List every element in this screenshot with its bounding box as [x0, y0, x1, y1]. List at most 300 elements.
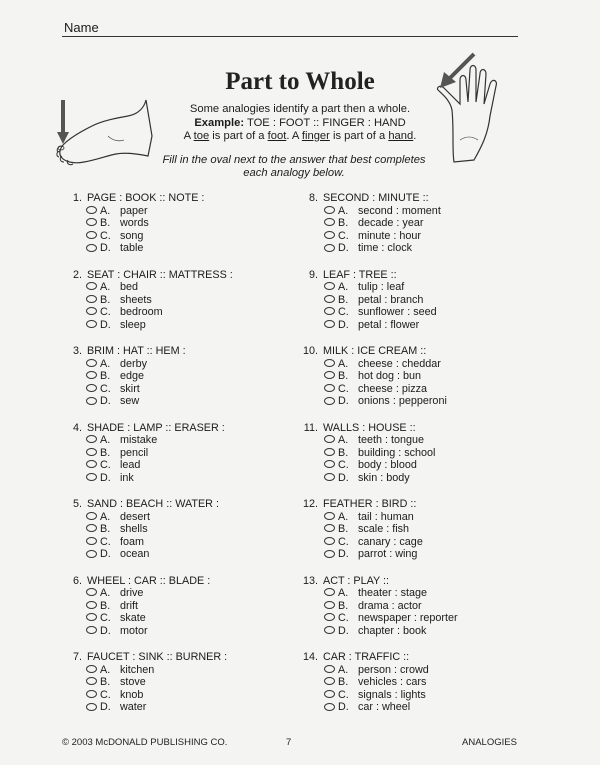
- option-text: drive: [120, 587, 144, 600]
- answer-oval[interactable]: [324, 665, 335, 673]
- answer-oval[interactable]: [324, 690, 335, 698]
- option-text: building : school: [358, 446, 436, 459]
- answer-option[interactable]: [300, 242, 530, 255]
- answer-oval[interactable]: [324, 435, 335, 443]
- option-letter: C.: [338, 306, 349, 319]
- question-item: [64, 422, 294, 499]
- underlined-word: foot: [267, 130, 287, 142]
- answer-option[interactable]: [300, 306, 530, 319]
- option-letter: B.: [338, 523, 349, 536]
- option-letter: D.: [338, 624, 349, 637]
- question-number: 7.: [72, 651, 82, 663]
- answer-oval[interactable]: [324, 512, 335, 520]
- question-text: MILK : ICE CREAM ::: [323, 345, 427, 357]
- question-text: LEAF : TREE ::: [323, 268, 397, 281]
- answer-option[interactable]: [300, 612, 530, 625]
- answer-option[interactable]: [64, 664, 294, 677]
- answer-option[interactable]: [64, 217, 294, 230]
- question-stem: [300, 269, 530, 282]
- option-text: teeth : tongue: [358, 434, 425, 447]
- option-text: ocean: [120, 548, 150, 561]
- option-text: petal : flower: [358, 318, 420, 331]
- answer-oval[interactable]: [86, 282, 97, 290]
- answer-oval[interactable]: [324, 448, 335, 456]
- answer-option[interactable]: [64, 447, 294, 460]
- question-item: [300, 422, 530, 499]
- option-text: table: [120, 242, 144, 255]
- option-letter: A.: [338, 357, 349, 370]
- option-text: skate: [120, 612, 146, 625]
- question-number: 10.: [302, 345, 318, 357]
- question-stem: [64, 192, 294, 205]
- footer-section: ANALOGIES: [462, 737, 517, 748]
- answer-oval[interactable]: [86, 588, 97, 596]
- answer-oval[interactable]: [324, 473, 335, 481]
- option-text: sew: [120, 395, 140, 408]
- answer-option[interactable]: [64, 242, 294, 255]
- question-stem: [64, 651, 294, 664]
- option-text: time : clock: [358, 242, 412, 255]
- option-letter: B.: [338, 217, 349, 230]
- question-number: 3.: [72, 345, 82, 357]
- option-letter: B.: [338, 293, 349, 306]
- question-stem: [300, 422, 530, 435]
- answer-oval[interactable]: [324, 524, 335, 532]
- questions-right-column: [300, 192, 530, 728]
- option-letter: A.: [338, 434, 349, 447]
- option-text: sunflower : seed: [358, 306, 437, 319]
- explanation-fragment: .: [413, 130, 417, 142]
- answer-option[interactable]: [64, 536, 294, 549]
- option-letter: D.: [338, 242, 349, 255]
- answer-option[interactable]: [300, 205, 530, 218]
- question-number: 9.: [308, 268, 318, 281]
- question-item: [64, 651, 294, 728]
- answer-oval[interactable]: [324, 371, 335, 379]
- answer-oval[interactable]: [86, 320, 97, 328]
- footer-copyright: © 2003 McDONALD PUBLISHING CO.: [62, 737, 228, 748]
- answer-oval[interactable]: [324, 550, 335, 558]
- explanation-fragment: is part of a: [329, 130, 389, 142]
- option-text: drift: [120, 599, 138, 612]
- answer-option[interactable]: [64, 230, 294, 243]
- answer-option[interactable]: [64, 701, 294, 714]
- option-letter: A.: [338, 281, 349, 294]
- option-letter: B.: [338, 370, 349, 383]
- answer-oval[interactable]: [324, 244, 335, 252]
- option-letter: D.: [100, 548, 111, 561]
- answer-oval[interactable]: [86, 295, 97, 303]
- option-letter: D.: [100, 395, 111, 408]
- answer-oval[interactable]: [324, 359, 335, 367]
- option-letter: C.: [338, 535, 349, 548]
- option-letter: B.: [338, 599, 349, 612]
- option-text: mistake: [120, 434, 158, 447]
- option-letter: A.: [100, 204, 111, 217]
- question-item: [64, 498, 294, 575]
- answer-option[interactable]: [64, 459, 294, 472]
- option-text: motor: [120, 624, 148, 637]
- option-text: ink: [120, 471, 134, 484]
- option-text: stove: [120, 676, 146, 689]
- answer-option[interactable]: [64, 395, 294, 408]
- option-text: decade : year: [358, 217, 424, 230]
- question-stem: [300, 651, 530, 664]
- question-item: [300, 498, 530, 575]
- answer-oval[interactable]: [324, 703, 335, 711]
- answer-oval[interactable]: [86, 218, 97, 226]
- answer-option[interactable]: [300, 689, 530, 702]
- option-letter: C.: [338, 229, 349, 242]
- answer-oval[interactable]: [324, 384, 335, 392]
- option-text: tail : human: [358, 510, 414, 523]
- answer-option[interactable]: [64, 689, 294, 702]
- answer-option[interactable]: [300, 370, 530, 383]
- answer-oval[interactable]: [86, 601, 97, 609]
- answer-option[interactable]: [64, 205, 294, 218]
- option-letter: A.: [100, 663, 111, 676]
- option-letter: C.: [100, 229, 111, 242]
- answer-option[interactable]: [64, 587, 294, 600]
- question-stem: [64, 345, 294, 358]
- answer-option[interactable]: [64, 358, 294, 371]
- question-number: 13.: [302, 574, 318, 587]
- question-item: [64, 345, 294, 422]
- underlined-word: toe: [193, 130, 210, 142]
- option-letter: A.: [100, 357, 111, 370]
- answer-option[interactable]: [300, 676, 530, 689]
- answer-option[interactable]: [300, 664, 530, 677]
- answer-option[interactable]: [300, 281, 530, 294]
- option-text: signals : lights: [358, 688, 426, 701]
- question-text: WHEEL : CAR :: BLADE :: [87, 574, 211, 587]
- option-letter: C.: [338, 688, 349, 701]
- question-item: [300, 345, 530, 422]
- answer-oval[interactable]: [324, 613, 335, 621]
- option-text: minute : hour: [358, 229, 422, 242]
- answer-oval[interactable]: [86, 359, 97, 367]
- question-item: [64, 575, 294, 652]
- option-text: paper: [120, 204, 148, 217]
- question-item: [64, 192, 294, 269]
- option-letter: C.: [338, 459, 349, 472]
- question-text: FAUCET : SINK :: BURNER :: [87, 651, 228, 663]
- option-letter: A.: [338, 663, 349, 676]
- option-text: hot dog : bun: [358, 370, 422, 383]
- answer-oval[interactable]: [86, 460, 97, 468]
- answer-oval[interactable]: [86, 626, 97, 634]
- option-text: skirt: [120, 382, 140, 395]
- explanation-fragment: . A: [286, 130, 302, 142]
- example-text: TOE : FOOT :: FINGER : HAND: [246, 116, 406, 129]
- answer-option[interactable]: [64, 281, 294, 294]
- answer-option[interactable]: [64, 306, 294, 319]
- option-text: pencil: [120, 446, 149, 459]
- answer-oval[interactable]: [86, 613, 97, 621]
- option-letter: D.: [100, 318, 111, 331]
- questions-left-column: [64, 192, 294, 728]
- option-letter: C.: [100, 612, 111, 625]
- question-stem: [300, 345, 530, 358]
- question-stem: [300, 575, 530, 588]
- option-text: song: [120, 229, 144, 242]
- underlined-word: finger: [301, 130, 330, 142]
- answer-option[interactable]: [300, 587, 530, 600]
- answer-option[interactable]: [300, 217, 530, 230]
- answer-option[interactable]: [64, 370, 294, 383]
- option-text: tulip : leaf: [358, 281, 405, 294]
- question-stem: [64, 498, 294, 511]
- option-text: desert: [120, 510, 151, 523]
- option-letter: C.: [100, 688, 111, 701]
- option-text: scale : fish: [358, 523, 410, 536]
- option-letter: B.: [100, 446, 111, 459]
- answer-option[interactable]: [300, 383, 530, 396]
- option-letter: A.: [338, 587, 349, 600]
- answer-option[interactable]: [300, 459, 530, 472]
- question-text: SECOND : MINUTE ::: [323, 192, 429, 204]
- option-text: bed: [120, 281, 139, 294]
- answer-oval[interactable]: [86, 690, 97, 698]
- answer-oval[interactable]: [324, 282, 335, 290]
- explanation-line: [150, 130, 450, 144]
- option-text: vehicles : cars: [358, 676, 427, 689]
- option-text: person : crowd: [358, 663, 429, 676]
- question-text: SAND : BEACH :: WATER :: [87, 498, 219, 510]
- answer-oval[interactable]: [324, 677, 335, 685]
- answer-oval[interactable]: [324, 460, 335, 468]
- option-text: foam: [120, 535, 145, 548]
- answer-option[interactable]: [300, 511, 530, 524]
- option-letter: B.: [338, 446, 349, 459]
- question-text: ACT : PLAY ::: [323, 574, 390, 587]
- answer-oval[interactable]: [86, 244, 97, 252]
- option-letter: B.: [100, 523, 111, 536]
- question-item: [300, 575, 530, 652]
- option-text: derby: [120, 357, 148, 370]
- option-letter: C.: [100, 459, 111, 472]
- answer-option[interactable]: [300, 536, 530, 549]
- question-text: WALLS : HOUSE ::: [323, 421, 416, 434]
- question-number: 5.: [72, 498, 82, 510]
- option-text: kitchen: [120, 663, 155, 676]
- answer-oval[interactable]: [86, 384, 97, 392]
- question-number: 4.: [72, 421, 82, 434]
- answer-oval[interactable]: [86, 524, 97, 532]
- option-letter: A.: [338, 204, 349, 217]
- answer-option[interactable]: [300, 358, 530, 371]
- answer-option[interactable]: [64, 294, 294, 307]
- answer-oval[interactable]: [86, 512, 97, 520]
- answer-oval[interactable]: [86, 307, 97, 315]
- example-line: [150, 117, 450, 131]
- answer-option[interactable]: [300, 294, 530, 307]
- question-stem: [64, 269, 294, 282]
- answer-oval[interactable]: [324, 588, 335, 596]
- answer-oval[interactable]: [324, 206, 335, 214]
- question-text: CAR : TRAFFIC ::: [323, 651, 410, 663]
- option-text: lead: [120, 459, 141, 472]
- instructions-line: each analogy below.: [243, 167, 345, 179]
- option-letter: B.: [100, 676, 111, 689]
- answer-option[interactable]: [64, 548, 294, 561]
- option-letter: B.: [100, 293, 111, 306]
- option-text: shells: [120, 523, 148, 536]
- answer-oval[interactable]: [86, 448, 97, 456]
- answer-option[interactable]: [64, 472, 294, 485]
- option-text: sheets: [120, 293, 152, 306]
- option-text: knob: [120, 688, 144, 701]
- option-letter: C.: [100, 535, 111, 548]
- answer-oval[interactable]: [86, 206, 97, 214]
- answer-option[interactable]: [300, 395, 530, 408]
- question-number: 1.: [72, 192, 82, 204]
- question-number: 6.: [72, 574, 82, 587]
- option-letter: D.: [338, 318, 349, 331]
- question-text: PAGE : BOOK :: NOTE :: [87, 192, 205, 204]
- option-text: onions : pepperoni: [358, 395, 447, 408]
- option-letter: A.: [338, 510, 349, 523]
- answer-option[interactable]: [300, 447, 530, 460]
- answer-oval[interactable]: [86, 435, 97, 443]
- question-text: BRIM : HAT :: HEM :: [87, 345, 186, 357]
- answer-oval[interactable]: [86, 550, 97, 558]
- question-text: FEATHER : BIRD ::: [323, 498, 417, 510]
- foot-illustration-icon: [48, 96, 158, 201]
- answer-oval[interactable]: [324, 218, 335, 226]
- answer-oval[interactable]: [324, 626, 335, 634]
- answer-option[interactable]: [64, 511, 294, 524]
- option-text: petal : branch: [358, 293, 424, 306]
- option-text: second : moment: [358, 204, 441, 217]
- answer-oval[interactable]: [324, 295, 335, 303]
- option-letter: B.: [100, 370, 111, 383]
- option-letter: C.: [338, 612, 349, 625]
- option-letter: D.: [338, 701, 349, 714]
- example-label: Example:: [194, 116, 245, 129]
- answer-option[interactable]: [64, 383, 294, 396]
- option-text: cheese : cheddar: [358, 357, 441, 370]
- option-letter: A.: [100, 587, 111, 600]
- option-letter: C.: [100, 382, 111, 395]
- answer-option[interactable]: [300, 472, 530, 485]
- answer-oval[interactable]: [86, 703, 97, 711]
- option-letter: A.: [100, 434, 111, 447]
- answer-option[interactable]: [64, 625, 294, 638]
- answer-oval[interactable]: [324, 320, 335, 328]
- answer-oval[interactable]: [324, 231, 335, 239]
- answer-option[interactable]: [300, 523, 530, 536]
- answer-option[interactable]: [64, 676, 294, 689]
- option-text: words: [120, 217, 149, 230]
- option-letter: D.: [338, 471, 349, 484]
- answer-oval[interactable]: [86, 537, 97, 545]
- answer-oval[interactable]: [324, 307, 335, 315]
- answer-option[interactable]: [64, 434, 294, 447]
- option-letter: B.: [100, 217, 111, 230]
- answer-oval[interactable]: [86, 397, 97, 405]
- answer-option[interactable]: [300, 625, 530, 638]
- option-letter: D.: [100, 701, 111, 714]
- question-text: SHADE : LAMP :: ERASER :: [87, 421, 225, 434]
- answer-option[interactable]: [64, 523, 294, 536]
- underlined-word: hand: [388, 130, 414, 142]
- option-text: theater : stage: [358, 587, 428, 600]
- option-letter: A.: [100, 281, 111, 294]
- question-number: 11.: [303, 421, 318, 434]
- answer-oval[interactable]: [86, 665, 97, 673]
- name-label: Name: [64, 20, 99, 35]
- answer-oval[interactable]: [86, 231, 97, 239]
- option-text: bedroom: [120, 306, 163, 319]
- option-text: canary : cage: [358, 535, 423, 548]
- option-letter: B.: [100, 599, 111, 612]
- intro-text: [150, 103, 450, 144]
- question-number: 14.: [302, 651, 318, 663]
- option-text: sleep: [120, 318, 146, 331]
- option-letter: A.: [100, 510, 111, 523]
- answer-oval[interactable]: [86, 473, 97, 481]
- answer-oval[interactable]: [324, 601, 335, 609]
- answer-option[interactable]: [300, 319, 530, 332]
- answer-option[interactable]: [300, 230, 530, 243]
- name-line[interactable]: [62, 36, 518, 37]
- option-text: skin : body: [358, 471, 410, 484]
- option-letter: C.: [338, 382, 349, 395]
- answer-option[interactable]: [300, 701, 530, 714]
- question-item: [300, 651, 530, 728]
- answer-oval[interactable]: [324, 397, 335, 405]
- intro-line: Some analogies identify a part then a whole.: [189, 103, 411, 115]
- option-text: body : blood: [358, 459, 417, 472]
- answer-option[interactable]: [64, 612, 294, 625]
- answer-oval[interactable]: [86, 677, 97, 685]
- question-item: [300, 192, 530, 269]
- option-letter: D.: [338, 395, 349, 408]
- option-letter: D.: [100, 242, 111, 255]
- option-text: drama : actor: [358, 599, 422, 612]
- answer-option[interactable]: [64, 600, 294, 613]
- explanation-fragment: is part of a: [209, 130, 268, 142]
- option-letter: B.: [338, 676, 349, 689]
- option-text: edge: [120, 370, 145, 383]
- option-text: cheese : pizza: [358, 382, 428, 395]
- option-letter: D.: [100, 624, 111, 637]
- explanation-fragment: A: [183, 130, 194, 142]
- option-text: parrot : wing: [358, 548, 418, 561]
- answer-option[interactable]: [64, 319, 294, 332]
- question-number: 12.: [302, 498, 318, 510]
- instructions-line: Fill in the oval next to the answer that best completes: [162, 154, 426, 166]
- option-letter: D.: [100, 471, 111, 484]
- answer-oval[interactable]: [324, 537, 335, 545]
- question-stem: [300, 498, 530, 511]
- answer-option[interactable]: [300, 434, 530, 447]
- option-text: car : wheel: [358, 701, 411, 714]
- option-text: chapter : book: [358, 624, 427, 637]
- answer-oval[interactable]: [86, 371, 97, 379]
- answer-option[interactable]: [300, 600, 530, 613]
- page-title: Part to Whole: [225, 68, 375, 95]
- question-number: 2.: [72, 268, 82, 281]
- answer-option[interactable]: [300, 548, 530, 561]
- option-letter: C.: [100, 306, 111, 319]
- option-letter: D.: [338, 548, 349, 561]
- question-stem: [300, 192, 530, 205]
- question-item: [64, 269, 294, 346]
- instructions: [144, 154, 444, 180]
- option-text: newspaper : reporter: [358, 612, 458, 625]
